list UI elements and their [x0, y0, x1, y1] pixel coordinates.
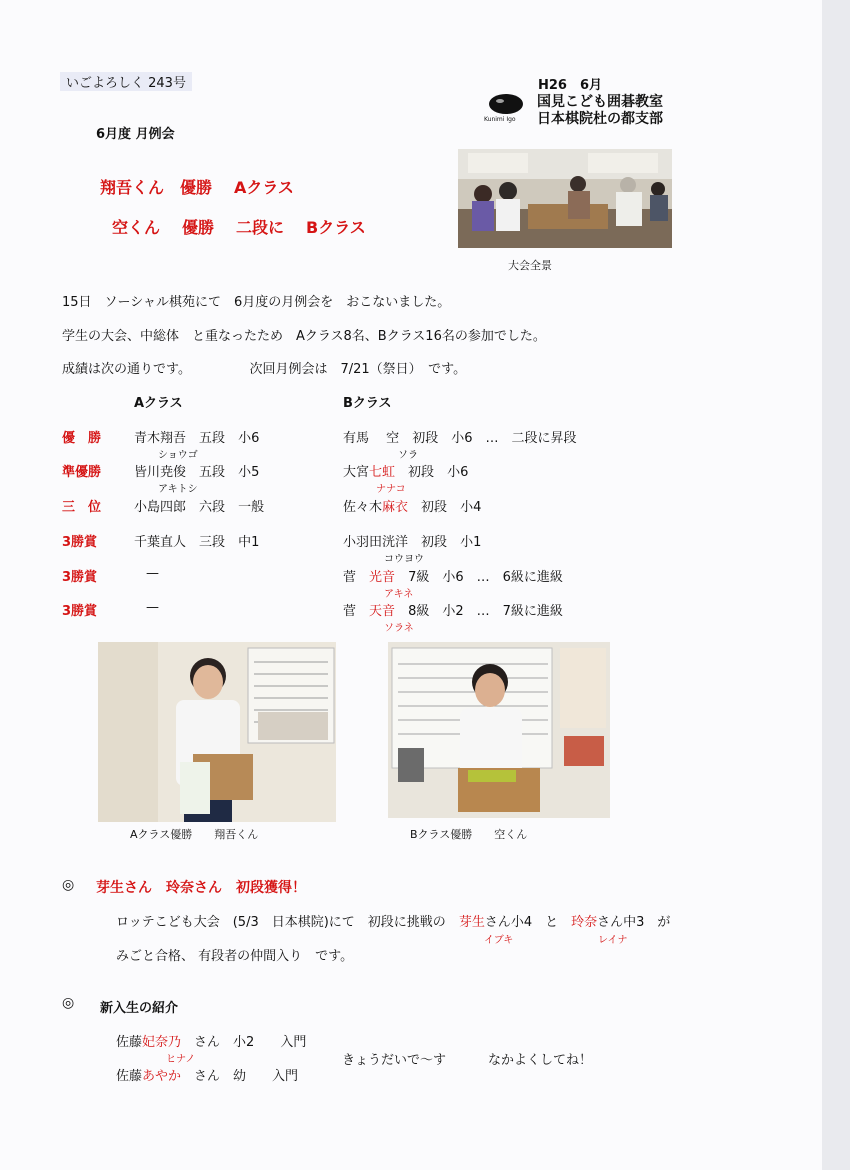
a-row: — [146, 600, 159, 615]
a-row: 青木翔吾 五段 小6 [134, 431, 260, 446]
a-class-winner-caption: Aクラス優勝 翔吾くん [130, 828, 259, 841]
rank-label: 3勝賞 [62, 535, 98, 550]
headline-2: 空くん 優勝 二段に Bクラス [112, 218, 366, 237]
dan-line-1: ロッテこども大会 (5/3 日本棋院)にて 初段に挑戦の 芽生さん小4 と 玲奈さん中3 が [116, 915, 671, 930]
a-class-winner-photo [98, 642, 336, 822]
b-row: 小羽田洸洋 初段 小1 [343, 535, 482, 550]
section-bullet: ◎ [62, 995, 75, 1011]
new-student-ruby: ヒナノ [166, 1054, 196, 1065]
a-ruby: アキトシ [158, 484, 198, 495]
new-message-2: なかよくしてね！ [488, 1053, 593, 1068]
page-title: 6月度 月例会 [96, 127, 175, 142]
a-row: 皆川尭俊 五段 小5 [134, 465, 260, 480]
rank-label: 優 勝 [62, 431, 102, 446]
section-bullet: ◎ [62, 877, 75, 893]
date-label: H26 6月 [538, 78, 603, 93]
b-ruby: アキネ [384, 589, 414, 600]
dan-ruby-2: レイナ [598, 935, 628, 946]
scan-edge [822, 0, 850, 1170]
issue-label: いごよろしく 243号 [60, 72, 192, 91]
a-row: 小島四郎 六段 一般 [134, 500, 265, 515]
new-student-row: 佐藤妃奈乃 さん 小2 入門 [116, 1035, 307, 1050]
b-ruby: ソラネ [384, 623, 414, 634]
b-ruby: コウヨウ [384, 554, 424, 565]
new-message-1: きょうだいで～す [342, 1053, 447, 1068]
tournament-photo-caption: 大会全景 [508, 259, 552, 272]
b-row: 有馬 空 初段 小6 … 二段に昇段 [343, 431, 577, 446]
b-class-header: Bクラス [343, 396, 392, 411]
new-section-title: 新入生の紹介 [100, 1001, 179, 1016]
new-student-row: 佐藤あやか さん 幼 入門 [116, 1069, 299, 1084]
rank-label: 3勝賞 [62, 604, 98, 619]
a-row: — [146, 566, 159, 581]
b-row: 菅 光音 7級 小6 … 6級に進級 [343, 570, 563, 585]
rank-label: 三 位 [62, 500, 102, 515]
b-class-winner-caption: Bクラス優勝 空くん [410, 828, 528, 841]
dan-line-2: みごと合格、 有段者の仲間入り です。 [116, 949, 354, 964]
club-name-2: 日本棋院杜の都支部 [537, 111, 663, 127]
tournament-photo [458, 149, 672, 248]
rank-label: 3勝賞 [62, 570, 98, 585]
b-row: 菅 天音 8級 小2 … 7級に進級 [343, 604, 563, 619]
rank-label: 準優勝 [62, 465, 102, 480]
a-ruby: ショウゴ [158, 450, 198, 461]
b-ruby: ソラ [398, 450, 418, 461]
club-name-1: 国見こども囲碁教室 [537, 94, 663, 110]
intro-line-2: 学生の大会、中総体 と重なったため Aクラス8名、Bクラス16名の参加でした。 [62, 329, 546, 344]
intro-line-3: 成績は次の通りです。 次回月例会は 7/21（祭日） です。 [62, 362, 467, 377]
club-logo: Kunimi Igo [484, 92, 528, 124]
dan-ruby-1: イブキ [484, 935, 514, 946]
dan-section-title: 芽生さん 玲奈さん 初段獲得！ [96, 880, 306, 896]
a-row: 千葉直人 三段 中1 [134, 535, 260, 550]
b-row: 大宮七虹 初段 小6 [343, 465, 469, 480]
a-class-header: Aクラス [134, 396, 183, 411]
headline-1: 翔吾くん 優勝 Aクラス [100, 178, 294, 197]
b-row: 佐々木麻衣 初段 小4 [343, 500, 482, 515]
b-class-winner-photo [388, 642, 610, 818]
intro-line-1: 15日 ソーシャル棋苑にて 6月度の月例会を おこないました。 [62, 295, 451, 310]
b-ruby: ナナコ [376, 484, 406, 495]
